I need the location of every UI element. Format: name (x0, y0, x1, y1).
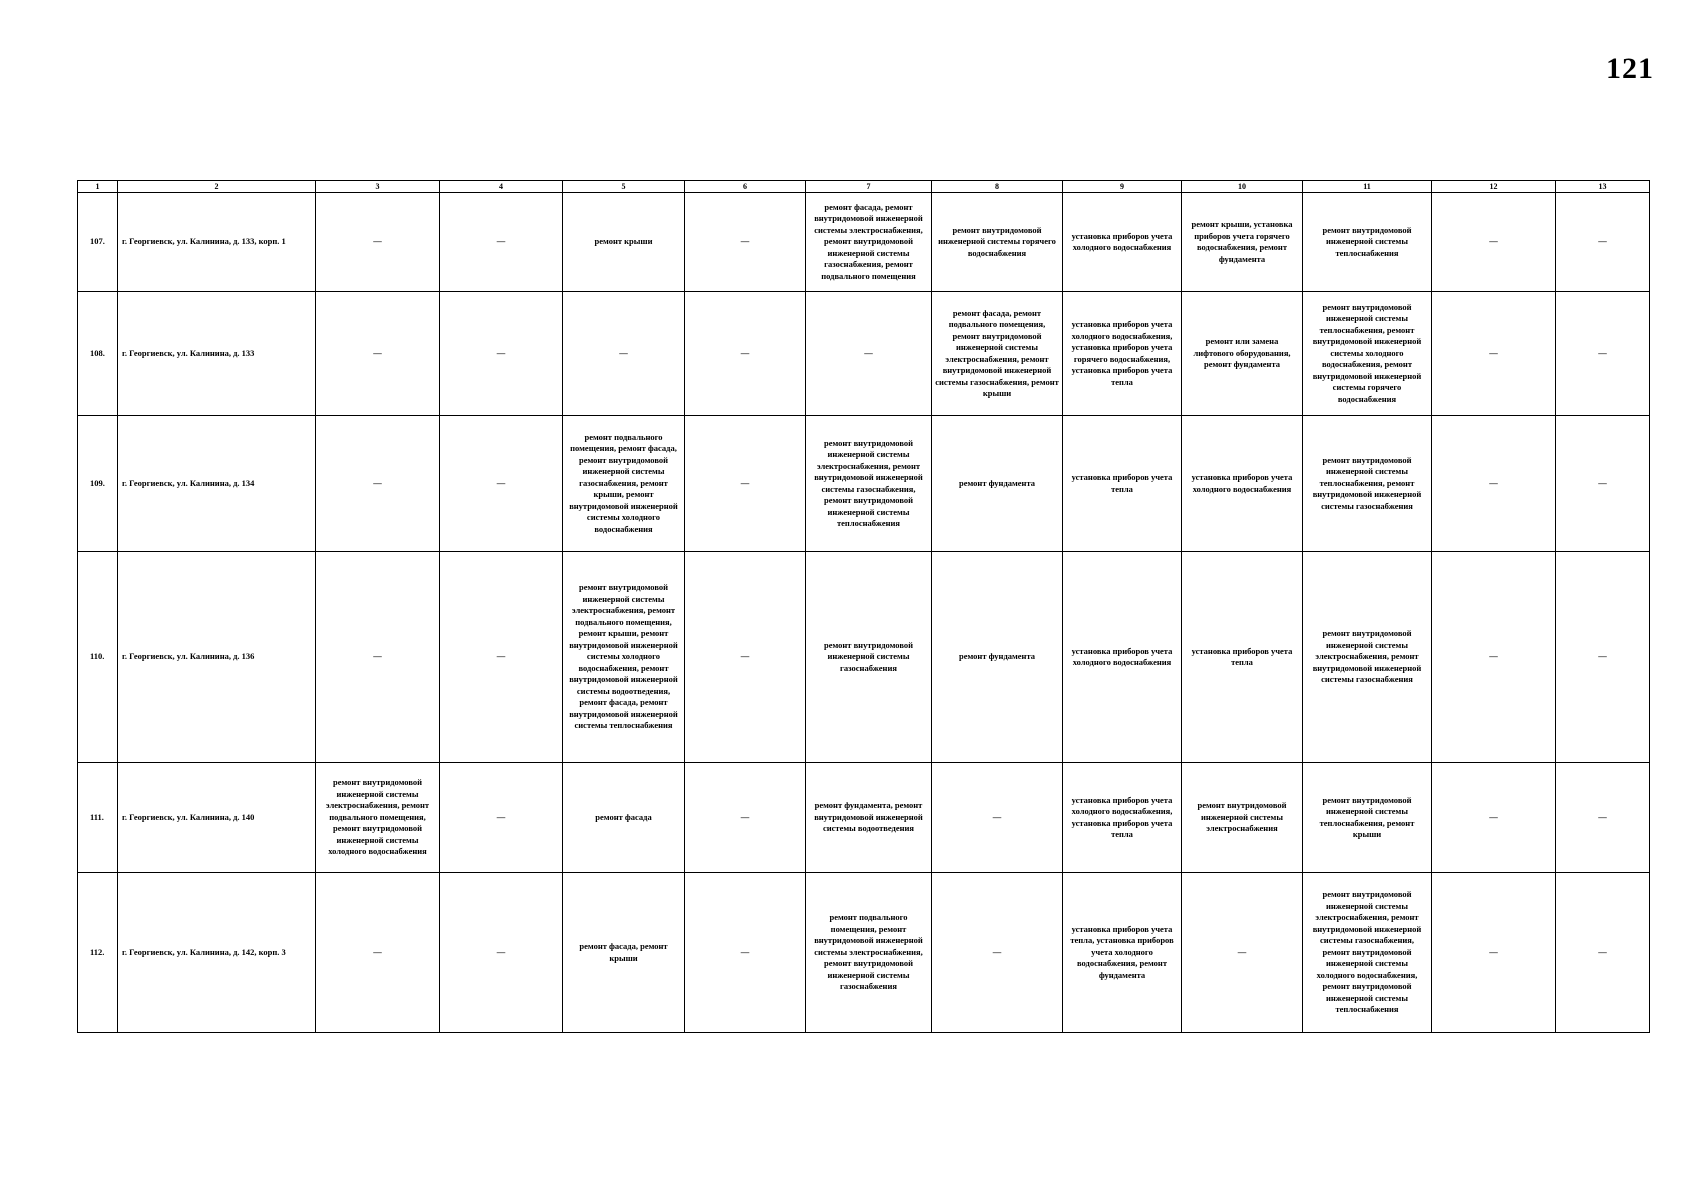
table-cell: — (440, 193, 563, 292)
table-cell: ремонт внутридомовой инженерной системы электроснабжения, ремонт внутридомовой инженерной системы газоснабжения (1303, 552, 1432, 763)
row-address: г. Георгиевск, ул. Калинина, д. 133 (118, 292, 316, 416)
table-cell: — (685, 763, 806, 873)
header-cell: 11 (1303, 181, 1432, 193)
table-cell: — (440, 763, 563, 873)
table-cell: — (316, 873, 440, 1033)
row-number: 107. (78, 193, 118, 292)
table-row (78, 193, 1650, 292)
row-number: 109. (78, 416, 118, 552)
table-cell: установка приборов учета тепла (1182, 552, 1303, 763)
table-cell: — (1556, 873, 1650, 1033)
table-row (78, 873, 1650, 1033)
table-cell: ремонт крыши, установка приборов учета горячего водоснабжения, ремонт фундамента (1182, 193, 1303, 292)
table-cell: — (932, 763, 1063, 873)
header-cell: 6 (685, 181, 806, 193)
table-cell: — (1556, 763, 1650, 873)
table-cell: — (1182, 873, 1303, 1033)
row-address: г. Георгиевск, ул. Калинина, д. 136 (118, 552, 316, 763)
table-cell: — (685, 416, 806, 552)
header-cell: 1 (78, 181, 118, 193)
row-number: 108. (78, 292, 118, 416)
table-cell: ремонт внутридомовой инженерной системы теплоснабжения, ремонт крыши (1303, 763, 1432, 873)
table-cell: ремонт фундамента, ремонт внутридомовой инженерной системы водоотведения (806, 763, 932, 873)
table-cell: — (1556, 552, 1650, 763)
table-cell: ремонт внутридомовой инженерной системы горячего водоснабжения (932, 193, 1063, 292)
table-cell: — (440, 416, 563, 552)
header-cell: 8 (932, 181, 1063, 193)
table-cell: — (932, 873, 1063, 1033)
table-cell: — (685, 873, 806, 1033)
table-cell: — (1432, 416, 1556, 552)
header-cell: 4 (440, 181, 563, 193)
table-cell: ремонт внутридомовой инженерной системы электроснабжения, ремонт внутридомовой инженерной системы газоснабжения, ремонт внутридомовой инженерной системы холодного водоснабжения, ремонт внутридомовой инженерной системы теплоснабжения (1303, 873, 1432, 1033)
table-cell: ремонт фасада, ремонт крыши (563, 873, 685, 1033)
table-cell: ремонт подвального помещения, ремонт фасада, ремонт внутридомовой инженерной системы газоснабжения, ремонт крыши, ремонт внутридомовой инженерной системы холодного водоснабжения (563, 416, 685, 552)
table-cell: — (563, 292, 685, 416)
row-address: г. Георгиевск, ул. Калинина, д. 134 (118, 416, 316, 552)
header-cell: 5 (563, 181, 685, 193)
table-cell: — (316, 193, 440, 292)
table-cell: — (316, 292, 440, 416)
table-cell: ремонт фасада, ремонт подвального помещения, ремонт внутридомовой инженерной системы электроснабжения, ремонт внутридомовой инженерной системы газоснабжения, ремонт крыши (932, 292, 1063, 416)
table-cell: — (1432, 193, 1556, 292)
column-number-header (78, 181, 1650, 193)
table-cell: ремонт фасада (563, 763, 685, 873)
table-cell: — (685, 193, 806, 292)
table-cell: — (685, 552, 806, 763)
table-cell: ремонт внутридомовой инженерной системы теплоснабжения (1303, 193, 1432, 292)
repair-schedule-table (77, 180, 1650, 1033)
row-address: г. Георгиевск, ул. Калинина, д. 140 (118, 763, 316, 873)
table-cell: — (316, 416, 440, 552)
table-cell: ремонт внутридомовой инженерной системы электроснабжения, ремонт подвального помещения, ремонт внутридомовой инженерной системы холодного водоснабжения (316, 763, 440, 873)
table-cell: — (440, 873, 563, 1033)
table-cell: — (1432, 763, 1556, 873)
table-row (78, 763, 1650, 873)
table-cell: — (1556, 416, 1650, 552)
table-cell: установка приборов учета холодного водоснабжения (1063, 552, 1182, 763)
header-cell: 10 (1182, 181, 1303, 193)
table-cell: установка приборов учета холодного водоснабжения, установка приборов учета горячего водоснабжения, установка приборов учета тепла (1063, 292, 1182, 416)
table-cell: — (1556, 292, 1650, 416)
table-cell: установка приборов учета холодного водоснабжения (1182, 416, 1303, 552)
table-cell: — (1432, 873, 1556, 1033)
table-cell: ремонт крыши (563, 193, 685, 292)
table-cell: — (685, 292, 806, 416)
table-cell: ремонт или замена лифтового оборудования, ремонт фундамента (1182, 292, 1303, 416)
row-address: г. Георгиевск, ул. Калинина, д. 142, корп. 3 (118, 873, 316, 1033)
table-cell: — (440, 552, 563, 763)
header-cell: 7 (806, 181, 932, 193)
row-number: 112. (78, 873, 118, 1033)
row-number: 111. (78, 763, 118, 873)
table-cell: ремонт внутридомовой инженерной системы электроснабжения, ремонт внутридомовой инженерной системы газоснабжения, ремонт внутридомовой инженерной системы теплоснабжения (806, 416, 932, 552)
table-cell: ремонт фундамента (932, 416, 1063, 552)
page-number: 121 (1606, 52, 1654, 85)
header-cell: 2 (118, 181, 316, 193)
table-cell: — (1432, 292, 1556, 416)
table-row (78, 416, 1650, 552)
table-cell: установка приборов учета тепла (1063, 416, 1182, 552)
header-cell: 13 (1556, 181, 1650, 193)
table-cell: ремонт фундамента (932, 552, 1063, 763)
header-cell: 3 (316, 181, 440, 193)
table-cell: — (316, 552, 440, 763)
table-cell: — (1432, 552, 1556, 763)
table-cell: ремонт внутридомовой инженерной системы теплоснабжения, ремонт внутридомовой инженерной системы холодного водоснабжения, ремонт внутридомовой инженерной системы горячего водоснабжения (1303, 292, 1432, 416)
table-cell: ремонт подвального помещения, ремонт внутридомовой инженерной системы электроснабжения, ремонт внутридомовой инженерной системы газоснабжения (806, 873, 932, 1033)
table-cell: установка приборов учета холодного водоснабжения (1063, 193, 1182, 292)
table-cell: — (806, 292, 932, 416)
table-row (78, 292, 1650, 416)
table-cell: — (1556, 193, 1650, 292)
table-cell: ремонт внутридомовой инженерной системы электроснабжения, ремонт подвального помещения, ремонт крыши, ремонт внутридомовой инженерной системы холодного водоснабжения, ремонт внутридомовой инженерной системы водоотведения, ремонт фасада, ремонт внутридомовой инженерной системы теплоснабжения (563, 552, 685, 763)
row-number: 110. (78, 552, 118, 763)
table-cell: ремонт внутридомовой инженерной системы теплоснабжения, ремонт внутридомовой инженерной системы газоснабжения (1303, 416, 1432, 552)
table-cell: ремонт фасада, ремонт внутридомовой инженерной системы электроснабжения, ремонт внутридомовой инженерной системы газоснабжения, ремонт подвального помещения (806, 193, 932, 292)
table-cell: ремонт внутридомовой инженерной системы газоснабжения (806, 552, 932, 763)
table-cell: ремонт внутридомовой инженерной системы электроснабжения (1182, 763, 1303, 873)
table-cell: установка приборов учета тепла, установка приборов учета холодного водоснабжения, ремонт фундамента (1063, 873, 1182, 1033)
row-address: г. Георгиевск, ул. Калинина, д. 133, корп. 1 (118, 193, 316, 292)
table-row (78, 552, 1650, 763)
table-cell: установка приборов учета холодного водоснабжения, установка приборов учета тепла (1063, 763, 1182, 873)
header-cell: 12 (1432, 181, 1556, 193)
header-cell: 9 (1063, 181, 1182, 193)
table-cell: — (440, 292, 563, 416)
